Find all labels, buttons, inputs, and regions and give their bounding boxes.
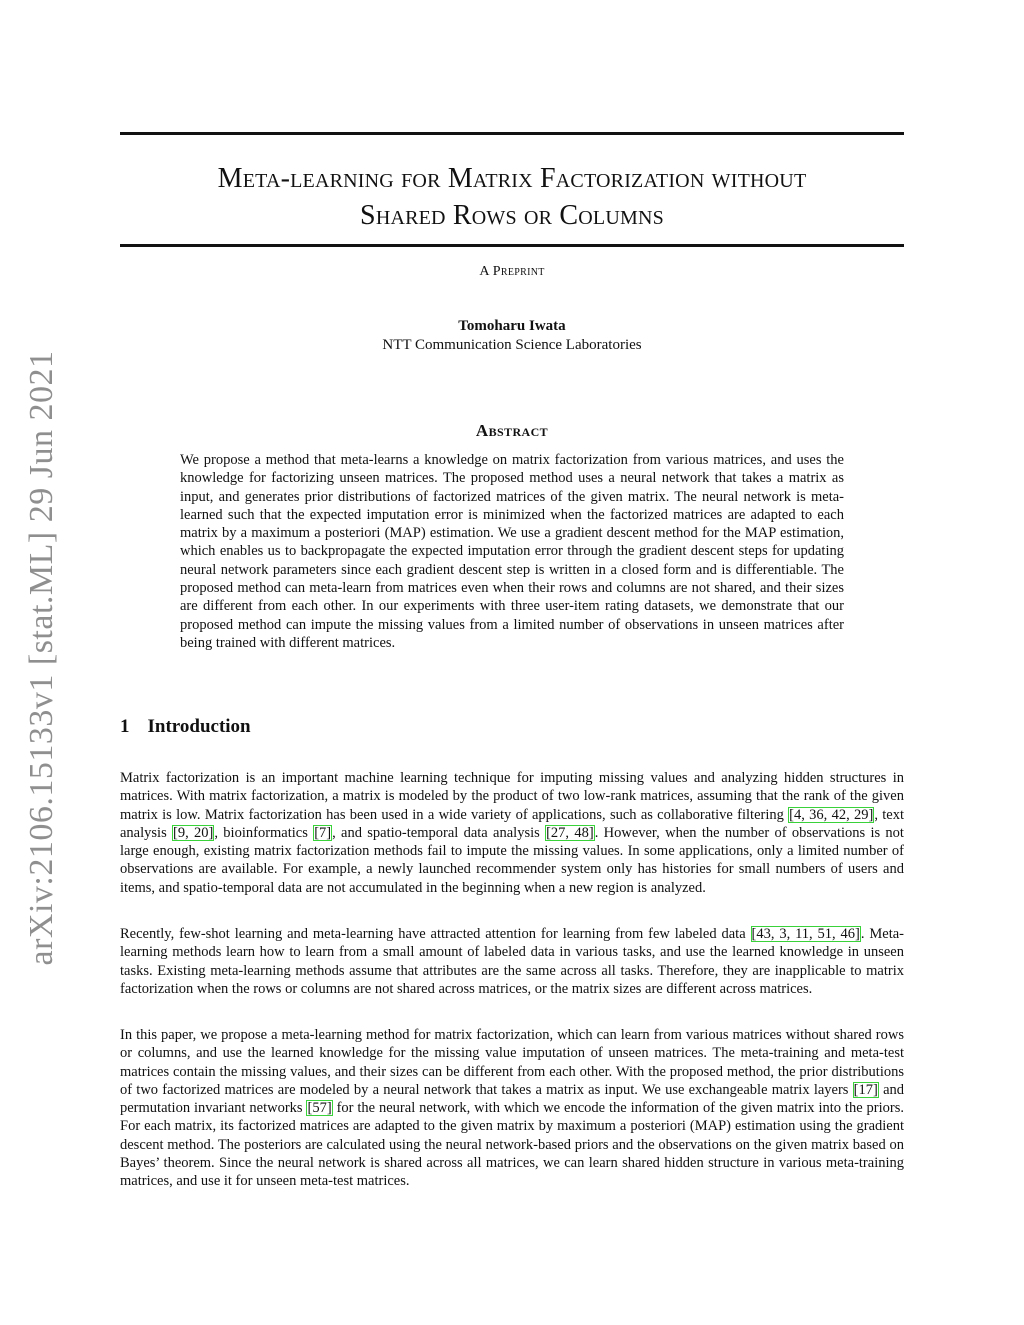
paragraph-text: and permutation invariant networks — [120, 1081, 905, 1117]
author-name: Tomoharu Iwata — [458, 318, 566, 334]
paragraph-text: , bioinformatics — [214, 824, 314, 841]
paragraph-text: In this paper, we propose a meta-learning method for matrix factorization, which can learn from various matrices without shared rows or columns, and use the learned knowledge for the missing value imputation of unseen matrices. The meta-training and meta-test matrices contain the missing values, and their sizes can be different from each other. With the proposed method, the prior distributions of two factorized matrices are modeled by a neural network that takes a matrix as input. We use exchangeable matrix layers — [120, 1027, 904, 1098]
section-heading — [120, 716, 251, 738]
citation-link[interactable]: [17] — [853, 1081, 878, 1098]
paper-title-line-1: Meta-learning for Matrix Factorization without — [217, 163, 807, 194]
abstract-text: We propose a method that meta-learns a knowledge on matrix factorization from various matrices, and uses the knowledge for factorizing unseen matrices. The proposed method uses a neural network that takes a matrix as input, and generates prior distributions of factorized matrices of the given matrix. The neural network is meta-learned such that the expected imputation error is minimized when the factorized matrices are adapted to each matrix by a maximum a posteriori (MAP) estimation. We use a gradient descent method for the MAP estimation, which enables us to backpropagate the expected imputation error through the gradient descent steps for updating neural network parameters since each gradient descent step is written in a closed form and is differentiable. The proposed method can meta-learn from matrices even when their rows and columns are not shared, and their sizes are different from each other. In our experiments with three user-item rating datasets, we demonstrate that our proposed method can impute the missing values from a limited number of observations in unseen matrices after being trained with different matrices. — [180, 452, 844, 651]
section-title: Introduction — [147, 716, 251, 737]
intro-paragraph-3 — [120, 1026, 904, 1191]
intro-paragraph-1 — [120, 769, 904, 897]
paragraph-text: Recently, few-shot learning and meta-learning have attracted attention for learning from few labeled data — [120, 926, 751, 942]
title-rule-bottom — [120, 244, 904, 247]
author-affiliation: NTT Communication Science Laboratories — [382, 337, 642, 353]
abstract-heading: Abstract — [475, 421, 549, 440]
title-rule-top — [120, 132, 904, 135]
citation-link[interactable]: [57] — [307, 1100, 332, 1117]
section-number: 1 — [120, 716, 130, 737]
citation-link[interactable]: [43, 3, 11, 51, 46] — [751, 926, 860, 942]
citation-link[interactable]: [4, 36, 42, 29] — [789, 806, 874, 823]
paragraph-text: . However, when the number of observations is not large enough, existing matrix factorization methods fail to impute the missing values. In some applications, only a limited number of observations are available. For example, a newly launched recommender system only has histories for small numbers of users and items, and spatio-temporal data are not accumulated in the beginning when a new region is analyzed. — [120, 824, 904, 896]
paragraph-text: . Meta-learning methods learn how to learn from a small amount of labeled data in various tasks, and use the learned knowledge in unseen tasks. Existing meta-learning methods assume that attributes are the same across all tasks. Therefore, they are inapplicable to matrix factorization when the rows or columns are not shared across matrices, or the matrix sizes are different across matrices. — [120, 926, 905, 997]
paragraph-text: Matrix factorization is an important machine learning technique for imputing missing values and analyzing hidden structures in matrices. With matrix factorization, a matrix is modeled by the product of two low-rank matrices, assuming that the rank of the given matrix is low. Matrix factorization has been used in a wide variety of applications, such as collaborative filtering — [120, 770, 904, 823]
citation-link[interactable]: [9, 20] — [173, 824, 214, 841]
intro-paragraph-2 — [120, 925, 904, 998]
citation-link[interactable]: [7] — [314, 824, 332, 841]
preprint-label: A Preprint — [479, 264, 545, 279]
paper-title-line-2: Shared Rows or Columns — [360, 200, 664, 231]
paragraph-text: , and spatio-temporal data analysis — [332, 824, 546, 841]
citation-link[interactable]: [27, 48] — [546, 824, 594, 841]
paper-title — [120, 160, 904, 234]
paragraph-text: for the neural network, with which we encode the information of the given matrix into the priors. For each matrix, its factorized matrices are adapted to the given matrix by maximum a posteriori (MAP) estimation using the gradient descent method. The posteriors are calculated using the neural network-based priors and the observations on the given matrix based on Bayes’ theorem. Since the neural network is shared across all matrices, we can learn shared hidden structure in various meta-training matrices, and use it for unseen meta-test matrices. — [120, 1100, 904, 1190]
paragraph-text: , text analysis — [120, 806, 904, 841]
arxiv-stamp-text: arXiv:2106.15133v1 [stat.ML] 29 Jun 2021 — [23, 350, 60, 966]
